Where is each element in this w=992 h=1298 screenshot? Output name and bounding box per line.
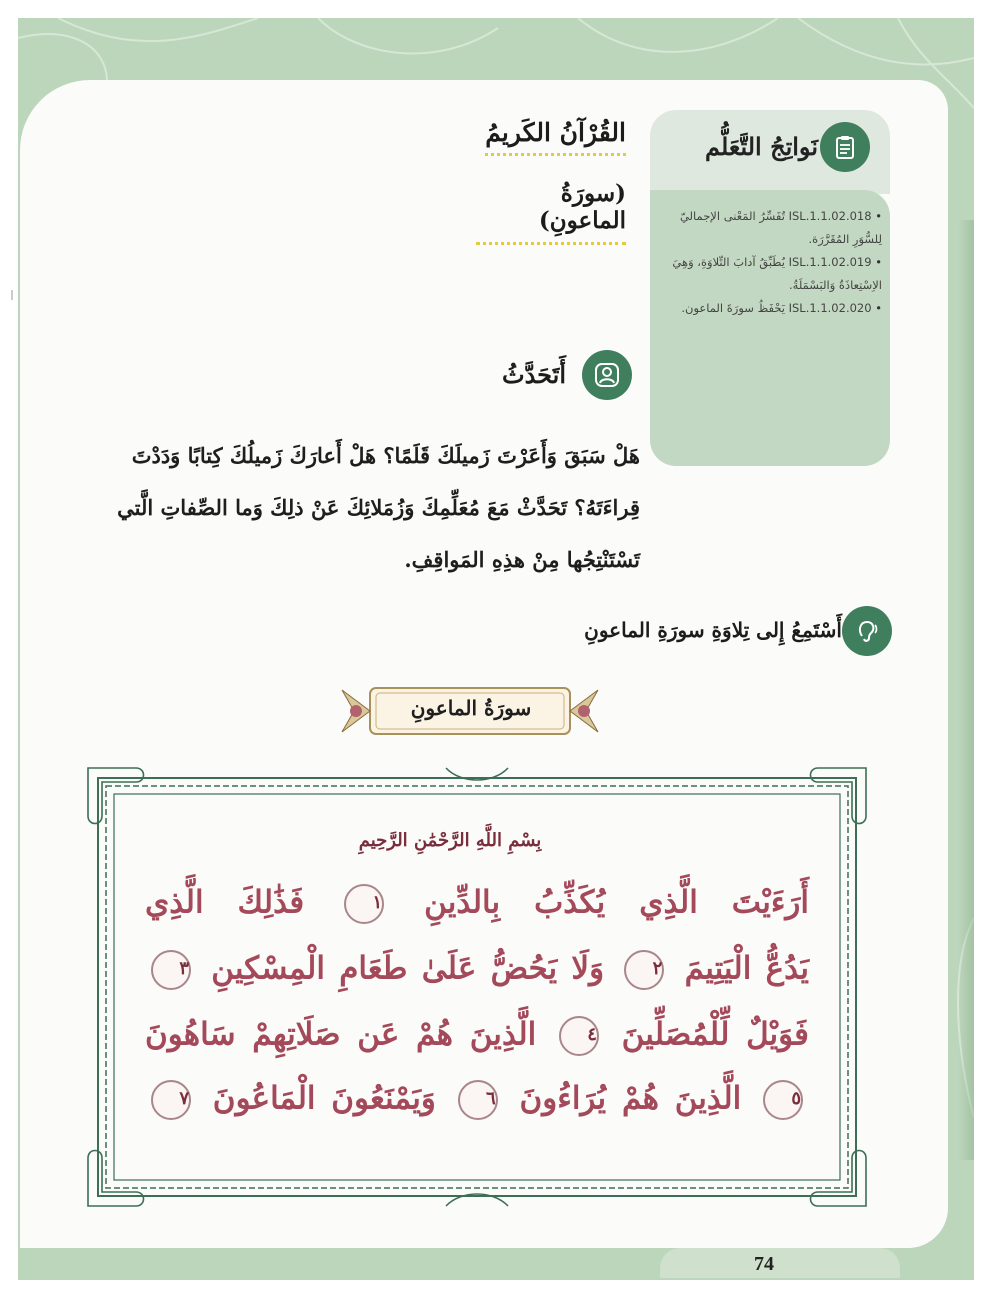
verse-line <box>145 950 809 990</box>
basmala: بِسْمِ اللَّهِ الرَّحْمَٰنِ الرَّحِيمِ <box>358 830 542 851</box>
speaking-person-icon <box>582 350 632 400</box>
speak-paragraph: هَلْ سَبَقَ وَأَعَرْتَ زَميلَكَ قَلَمًا؟ هَلْ أَعارَكَ زَميلُكَ كِتابًا وَدَدْتَ قِراءَتَهُ؟ تَحَدَّثْ مَعَ مُعَلِّمِكَ وَزُمَلائِكَ عَنْ ذلِكَ وَما الصِّفاتِ الَّتي تَسْتَنْتِجُها مِنْ هذِهِ المَواقِفِ. <box>117 443 640 572</box>
verse-text: الَّذِينَ هُمْ عَن صَلَاتِهِمْ سَاهُونَ <box>145 1016 537 1053</box>
verse-text: فَوَيْلٌ لِّلْمُصَلِّينَ <box>621 1016 810 1053</box>
clipboard-icon <box>820 122 870 172</box>
ayah-marker: ٣ <box>151 950 191 990</box>
ayah-marker: ١ <box>344 884 384 924</box>
verse-text: وَلَا يَحُضُّ عَلَىٰ طَعَامِ الْمِسْكِينِ <box>211 950 605 987</box>
margin-marks <box>0 290 20 300</box>
verse-line <box>145 1080 809 1120</box>
verse-text: يَدُعُّ الْيَتِيمَ <box>684 950 809 987</box>
ayah-marker: ٧ <box>151 1080 191 1120</box>
verse-line <box>145 884 809 924</box>
cartouche-label: سورَةُ الماعونِ <box>410 696 532 720</box>
verse-text: أَرَءَيْتَ الَّذِي يُكَذِّبُ بِالدِّينِ <box>424 884 809 921</box>
surah-subtitle: (سورَةُ الماعونِ) <box>476 180 626 245</box>
page-number: 74 <box>754 1253 774 1275</box>
ayah-marker: ٦ <box>458 1080 498 1120</box>
ear-listening-icon <box>842 606 892 656</box>
verse-text: وَيَمْنَعُونَ الْمَاعُونَ <box>212 1080 436 1117</box>
ayah-marker: ٢ <box>624 950 664 990</box>
ayah-marker: ٥ <box>763 1080 803 1120</box>
ayah-marker: ٤ <box>559 1016 599 1056</box>
outcome-item: • ISL.1.1.02.018 تُفَسِّرُ المَعْنى الإجماليّ لِلسُّوَرِ المُقَرَّرَة. <box>660 205 882 251</box>
outcomes-list <box>660 205 882 320</box>
verse-text: الَّذِينَ هُمْ يُرَاءُونَ <box>519 1080 742 1117</box>
verse-text: فَذَٰلِكَ الَّذِي <box>145 884 305 921</box>
page-edge <box>958 220 974 1160</box>
listen-title: أَسْتَمِعُ إِلى تِلاوَةِ سورَةِ الماعونِ <box>584 618 842 642</box>
subject-title: القُرْآنُ الكَريمُ <box>485 118 626 156</box>
outcome-item: • ISL.1.1.02.019 يُطَبِّقُ آدابَ التِّلاوَةِ، وَهِيَ الاِسْتِعاذَةُ وَالبَسْمَلَةُ. <box>660 251 882 297</box>
verse-line <box>145 1016 809 1056</box>
outcomes-title: نَواتِجُ التَّعَلُّم <box>705 132 818 161</box>
outcome-item: • ISL.1.1.02.020 يَحْفَظُ سورَةَ الماعون. <box>660 297 882 320</box>
speak-title: أَتَحَدَّثُ <box>501 360 566 389</box>
